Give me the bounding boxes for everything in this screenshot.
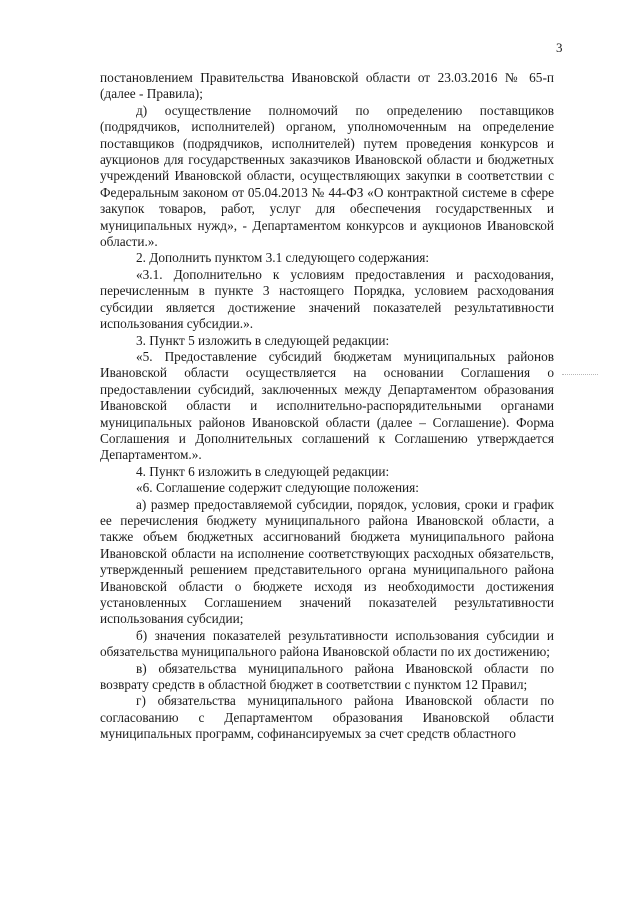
document-body: [100, 70, 554, 743]
paragraph-item-d: д) осуществление полномочий по определению поставщиков (подрядчиков, исполнителей) органом, уполномоченным на определение поставщиков (подрядчиков, исполнителей) путем проведения конкурсов и аукционов для государственных заказчиков Ивановской области и бюджетных учреждений Ивановской области, осуществляющих закупки в соответствии с Федеральным законом от 05.04.2013 № 44-ФЗ «О контрактной системе в сфере закупок товаров, работ, услуг для обеспечения государственных и муниципальных нужд», - Департаментом конкурсов и аукционов Ивановской области.».: [100, 102, 554, 250]
page-number: 3: [556, 40, 563, 55]
paragraph-clause-6: «6. Соглашение содержит следующие положения:: [136, 480, 419, 496]
paragraph-item-v: в) обязательства муниципального района Ивановской области по возврату средств в областной бюджет в соответствии с пунктом 12 Правил;: [100, 660, 554, 693]
paragraph-amendment-3: 3. Пункт 5 изложить в следующей редакции:: [136, 332, 390, 348]
paragraph-rules-reference: постановлением Правительства Ивановской области от 23.03.2016 № 65-п (далее - Правила);: [100, 70, 554, 102]
paragraph-clause-5: «5. Предоставление субсидий бюджетам муниципальных районов Ивановской области осуществляется на основании Соглашения о предоставлении субсидий, заключенных между Департаментом образования Ивановской области и исполнительно-распорядительными органами муниципальных районов Ивановской области (далее – Соглашение). Форма Соглашения и Дополнительных соглашений к Соглашению утверждается Департаментом.».: [100, 348, 554, 463]
paragraph-amendment-2: 2. Дополнить пунктом 3.1 следующего содержания:: [136, 250, 430, 266]
scan-margin-mark: [562, 371, 598, 375]
paragraph-amendment-4: 4. Пункт 6 изложить в следующей редакции:: [136, 463, 390, 479]
paragraph-clause-3-1: «3.1. Дополнительно к условиям предоставления и расходования, перечисленным в пункте 3 настоящего Порядка, условием расходования субсидии является достижение значений показателей результативности использования субсидии.».: [100, 266, 554, 332]
paragraph-item-b: б) значения показателей результативности использования субсидии и обязательства муниципального района Ивановской области по их достижению;: [100, 627, 554, 660]
paragraph-item-g: г) обязательства муниципального района Ивановской области по согласованию с Департаментом образования Ивановской области муниципальных программ, софинансируемых за счет средств областного: [100, 693, 554, 742]
paragraph-item-a: а) размер предоставляемой субсидии, порядок, условия, сроки и график ее перечисления бюджету муниципального района Ивановской области, а также объем бюджетных ассигнований бюджета муниципального района Ивановской области на исполнение соответствующих расходных обязательств, утвержденный решением представительного органа муниципального района Ивановской области о бюджете исходя из необходимости достижения установленных Соглашением значений показателей результативности использования субсидии;: [100, 496, 554, 627]
